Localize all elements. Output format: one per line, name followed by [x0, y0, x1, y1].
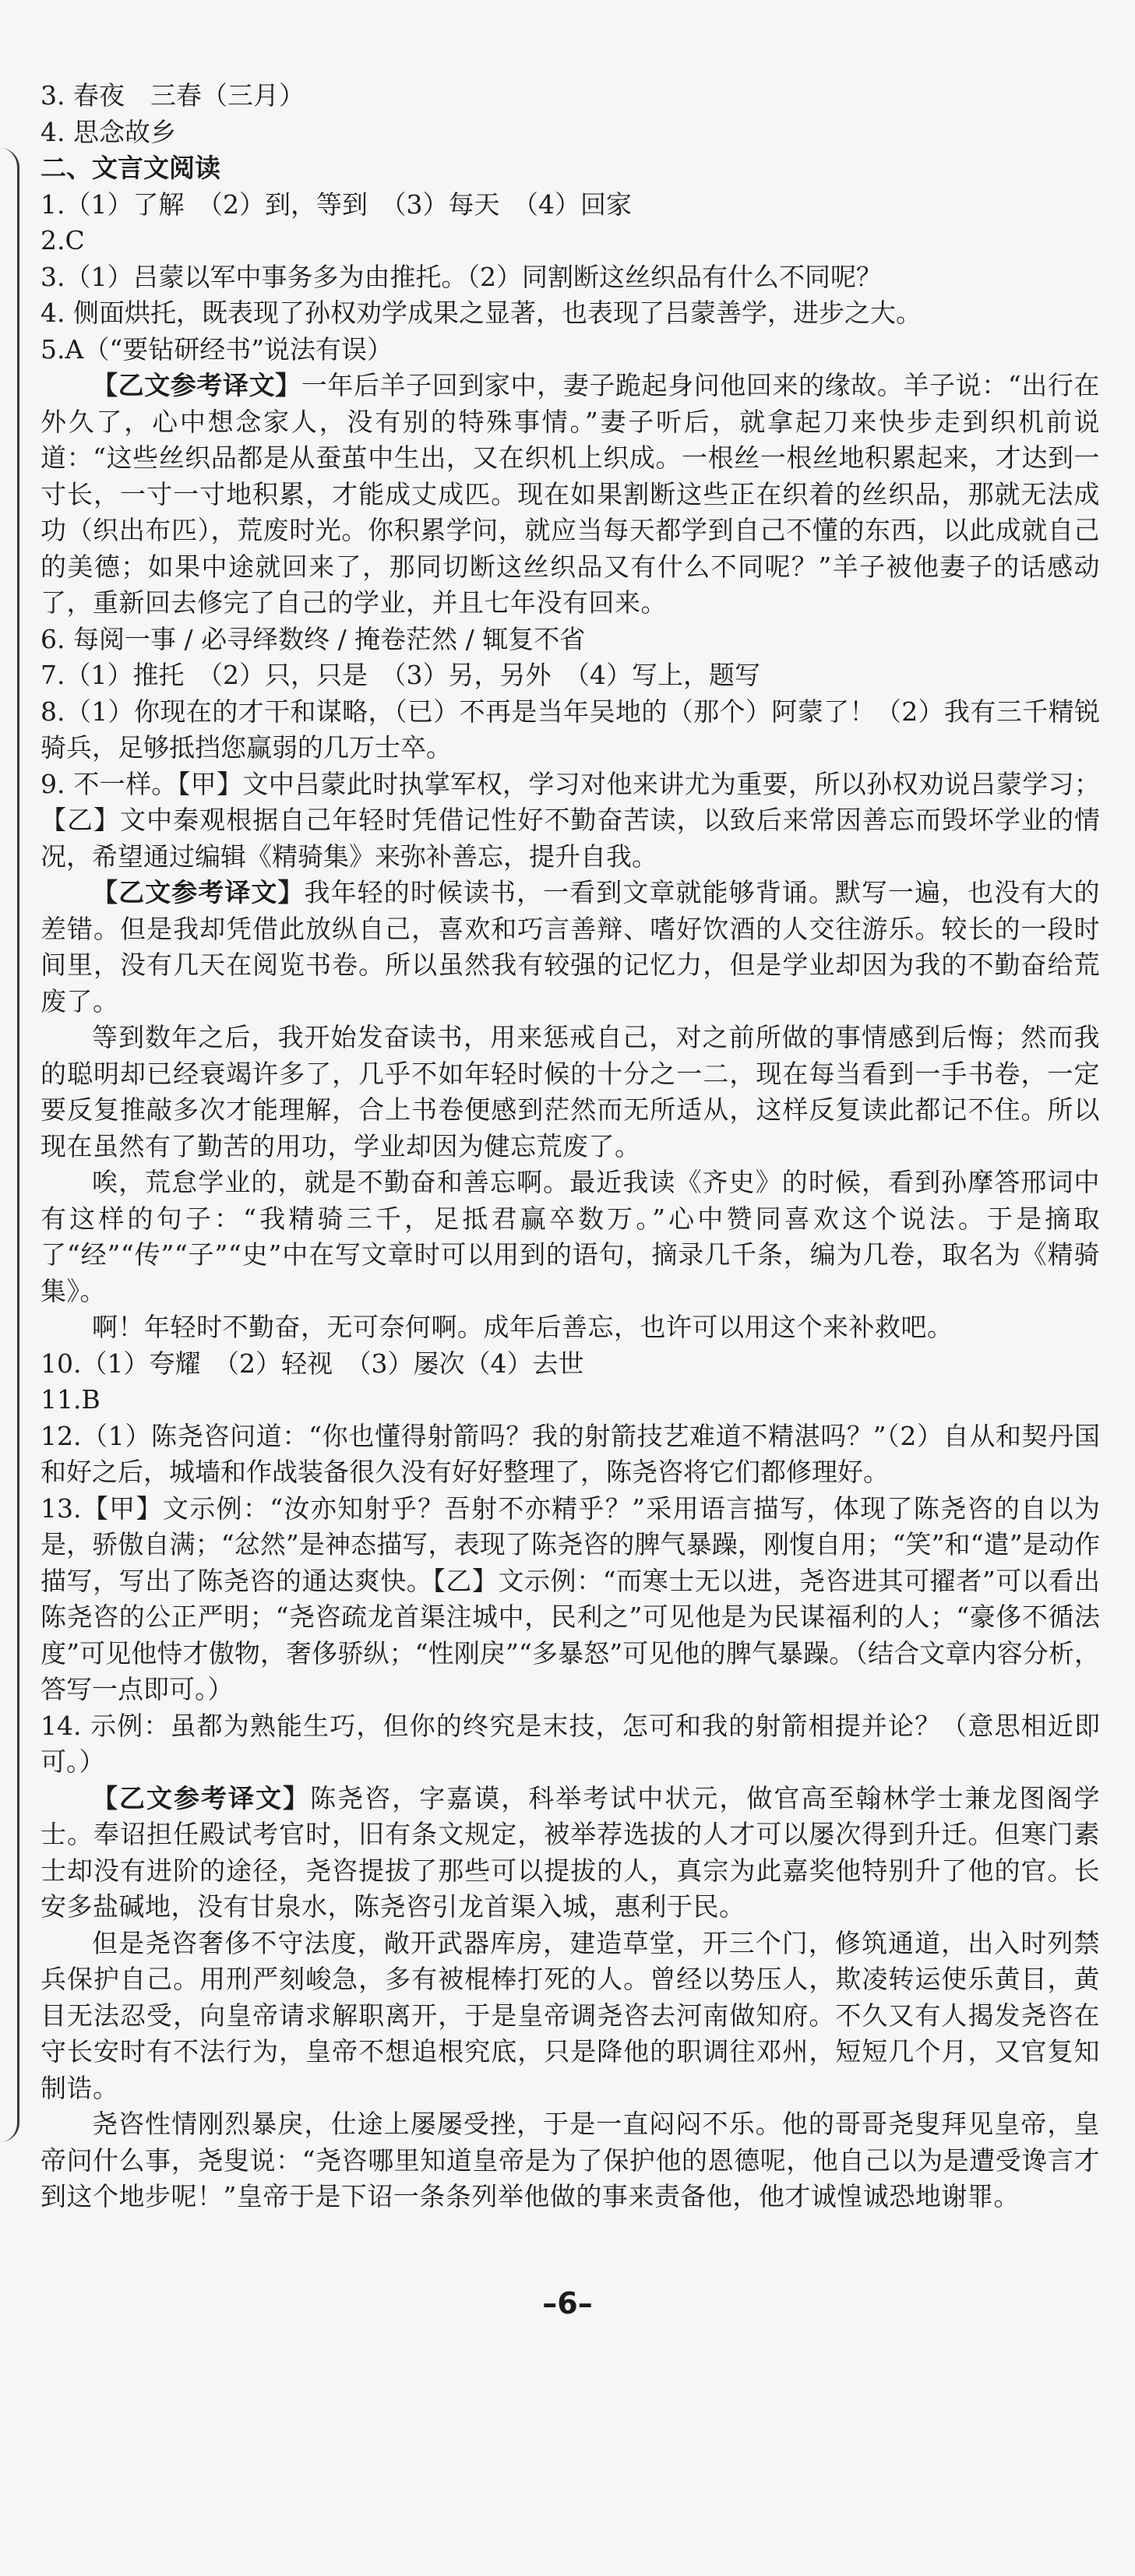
- translation-tag: 【乙文参考译文】: [92, 370, 301, 400]
- answer-line: [41, 1781, 1100, 1926]
- answer-line: [41, 1346, 1100, 1383]
- answer-line: [41, 657, 1100, 694]
- line-text: 3.（1）吕蒙以军中事务多为由推托。（2）同割断这丝织品有什么不同呢？: [41, 261, 882, 292]
- translation-tag: 【乙文参考译文】: [92, 1782, 311, 1813]
- line-text: 13.【甲】文示例：“汝亦知射乎？吾射不亦精乎？”采用语言描写，体现了陈尧咨的自以为是，骄傲自满；“忿然”是神态描写，表现了陈尧咨的脾气暴躁，刚愎自用；“笑”和“遣”是动作描写，写出了陈尧咨的通达爽快。【乙】文示例：“而寒士无以进，尧咨进其可擢者”可以看出陈尧咨的公正严明；“尧咨疏龙首渠注城中，民利之”可见他是为民谋福利的人；“豪侈不循法度”可见他恃才傲物，奢侈骄纵；“性刚戾”“多暴怒”可见他的脾气暴躁。（结合文章内容分析，答写一点即可。）: [41, 1492, 1100, 1704]
- answer-line: [41, 622, 1100, 658]
- line-text: 11.B: [41, 1384, 100, 1415]
- answer-line: [41, 694, 1100, 766]
- answer-line: [41, 875, 1100, 1020]
- answer-line: [41, 1165, 1100, 1309]
- translation-tag: 【乙文参考译文】: [92, 877, 305, 907]
- line-text: 1.（1）了解 （2）到，等到 （3）每天 （4）回家: [41, 189, 632, 220]
- line-text: 7.（1）推托 （2）只，只是 （3）另，另外 （4）写上，题写: [41, 660, 760, 690]
- line-text: 但是尧咨奢侈不守法度，敞开武器库房，建造草堂，开三个门，修筑通道，出入时列禁兵保护自己。用刑严刻峻急，多有被棍棒打死的人。曾经以势压人，欺凌转运使乐黄目，黄目无法忍受，向皇帝请求解职离开，于是皇帝调尧咨去河南做知府。不久又有人揭发尧咨在守长安时有不法行为，皇帝不想追根究底，只是降他的职调往邓州，短短几个月，又官复知制诰。: [41, 1927, 1100, 2103]
- page-number: –6–: [542, 2286, 593, 2321]
- line-text: 等到数年之后，我开始发奋读书，用来惩戒自己，对之前所做的事情感到后悔；然而我的聪明却已经衰竭许多了，几乎不如年轻时候的十分之一二，现在每当看到一手书卷，一定要反复推敲多次才能理解，合上书卷便感到茫然而无所适从，这样反复读此都记不住。所以现在虽然有了勤苦的用功，学业却因为健忘荒废了。: [41, 1022, 1100, 1161]
- answer-line: [41, 1926, 1100, 2107]
- answer-line: [41, 1491, 1100, 1708]
- line-text: 2.C: [41, 225, 85, 255]
- line-text: 8.（1）你现在的才干和谋略，（已）不再是当年吴地的（那个）阿蒙了！（2）我有三千精锐骑兵，足够抵挡您赢弱的几万士卒。: [41, 696, 1100, 763]
- answer-line: [41, 1382, 1100, 1418]
- answer-line: [41, 78, 1100, 115]
- line-text: 二、文言文阅读: [41, 153, 220, 183]
- line-text: 9. 不一样。【甲】文中吕蒙此时执掌军权，学习对他来讲尤为重要，所以孙权劝说吕蒙学习；【乙】文中秦观根据自己年轻时凭借记性好不勤奋苦读，以致后来常因善忘而毁坏学业的情况，希望通过编辑《精骑集》来弥补善忘，提升自我。: [41, 768, 1100, 872]
- answer-line: [41, 1708, 1100, 1781]
- answer-line: [41, 223, 1100, 259]
- answer-line: [41, 332, 1100, 368]
- line-text: 啊！年轻时不勤奋，无可奈何啊。成年后善忘，也许可以用这个来补救吧。: [92, 1312, 953, 1342]
- answer-line: [41, 115, 1100, 151]
- line-text: 我年轻的时候读书，一看到文章就能够背诵。默写一遍，也没有大的差错。但是我却凭借此放纵自己，喜欢和巧言善辩、嗜好饮酒的人交往游乐。较长的一段时间里，没有几天在阅览书卷。所以虽然我有较强的记忆力，但是学业却因为我的不勤奋给荒废了。: [41, 877, 1101, 1017]
- answer-line: [41, 766, 1100, 876]
- answer-line: [41, 187, 1100, 224]
- line-text: 4. 侧面烘托，既表现了孙权劝学成果之显著，也表现了吕蒙善学，进步之大。: [41, 298, 922, 328]
- line-text: 6. 每阅一事 / 必寻绎数终 / 掩卷茫然 / 辄复不省: [41, 623, 586, 654]
- line-text: 12.（1）陈尧咨问道：“你也懂得射箭吗？我的射箭技艺难道不精湛吗？”（2）自从和契丹国和好之后，城墙和作战装备很久没有好好整理了，陈尧咨将它们都修理好。: [41, 1420, 1100, 1487]
- answer-content: [41, 78, 1100, 2215]
- line-text: 陈尧咨，字嘉谟，科举考试中状元，做官高至翰林学士兼龙图阁学士。奉诏担任殿试考官时，旧有条文规定，被举荐选拔的人才可以屡次得到升迁。但寒门素士却没有进阶的途径，尧咨提拔了那些可以提拔的人，真宗为此嘉奖他特别升了他的官。长安多盐碱地，没有甘泉水，陈尧咨引龙首渠入城，惠利于民。: [41, 1782, 1101, 1922]
- line-text: 14. 示例：虽都为熟能生巧，但你的终究是末技，怎可和我的射箭相提并论？（意思相近即可。）: [41, 1710, 1100, 1777]
- line-text: 3. 春夜 三春（三月）: [41, 80, 305, 111]
- answer-line: [41, 259, 1100, 296]
- answer-line: [41, 368, 1100, 622]
- line-text: 一年后羊子回到家中，妻子跪起身问他回来的缘故。羊子说：“出行在外久了，心中想念家人，没有别的特殊事情。”妻子听后，就拿起刀来快步走到织机前说道：“这些丝织品都是从蚕茧中生出，又在织机上织成。一根丝一根丝地积累起来，才达到一寸长，一寸一寸地积累，才能成丈成匹。现在如果割断这些正在织着的丝织品，那就无法成功（织出布匹），荒废时光。你积累学问，就应当每天都学到自己不懂的东西，以此成就自己的美德；如果中途就回来了，那同切断这丝织品又有什么不同呢？”羊子被他妻子的话感动了，重新回去修完了自己的学业，并且七年没有回来。: [41, 370, 1100, 618]
- section-heading: [41, 150, 1100, 187]
- line-text: 唉，荒怠学业的，就是不勤奋和善忘啊。最近我读《齐史》的时候，看到孙摩答邢词中有这样的句子：“我精骑三千，足抵君赢卒数万。”心中赞同喜欢这个说法。于是摘取了“经”“传”“子”“史”中在写文章时可以用到的语句，摘录几千条，编为几卷，取名为《精骑集》。: [41, 1167, 1100, 1306]
- line-text: 5.A（“要钻研经书”说法有误）: [41, 333, 393, 365]
- answer-line: [41, 1020, 1100, 1165]
- line-text: 尧咨性情刚烈暴戾，仕途上屡屡受挫，于是一直闷闷不乐。他的哥哥尧叟拜见皇帝，皇帝问什么事，尧叟说：“尧咨哪里知道皇帝是为了保护他的恩德呢，他自己以为是遭受谗言才到这个地步呢！”皇帝于是下诏一条条列举他做的事来责备他，他才诚惶诚恐地谢罪。: [41, 2109, 1100, 2211]
- answer-line: [41, 2106, 1100, 2215]
- binding-margin-line: [0, 148, 19, 2142]
- answer-line: [41, 295, 1100, 332]
- line-text: 4. 思念故乡: [41, 116, 176, 147]
- line-text: 10.（1）夸耀 （2）轻视 （3）屡次（4）去世: [41, 1348, 584, 1379]
- answer-line: [41, 1309, 1100, 1346]
- answer-line: [41, 1418, 1100, 1491]
